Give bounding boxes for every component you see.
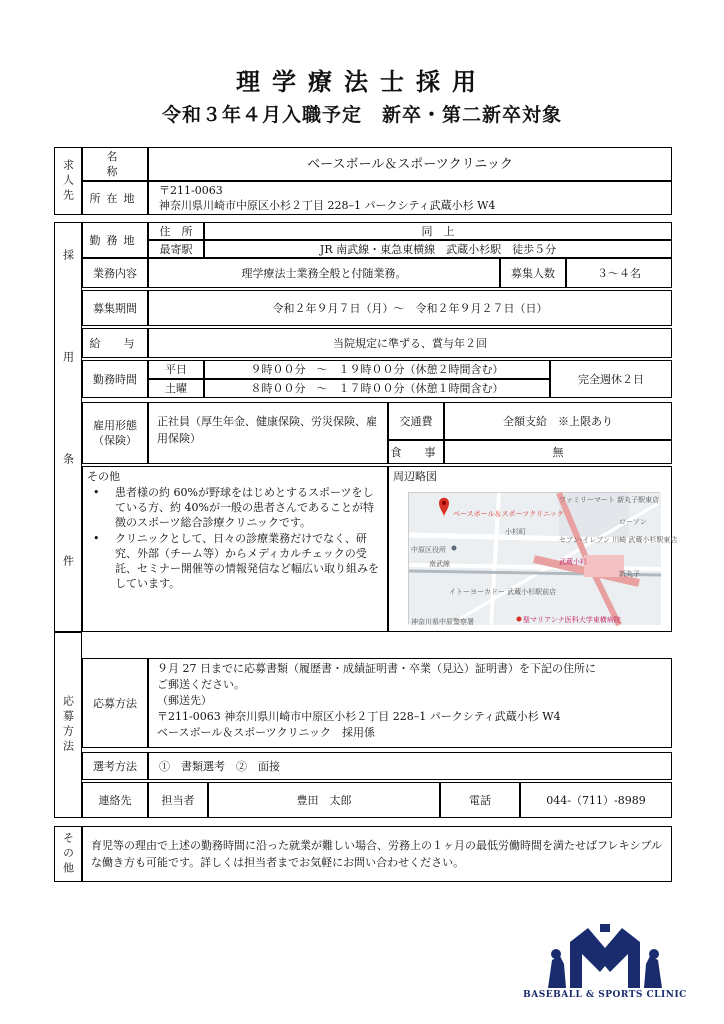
note-item: • クリニックとして、日々の診療業務だけでなく、研究、外部（チーム等）からメディカルチェックの受託、セミナー開催等の情報発信など幅広い取り組みをしています。 <box>87 531 383 591</box>
phone-label: 電話 <box>440 782 520 818</box>
method-cell <box>148 658 672 748</box>
map-lawson-label: ローソン <box>619 518 647 526</box>
salary-value: 当院規定に準ずる、賞与年２回 <box>148 328 672 358</box>
map-police-label: 中原警察署 <box>439 618 474 626</box>
selection-value: ① 書類選考 ② 面接 <box>148 752 672 780</box>
map-itoyokado-label: イトーヨーカドー 武蔵小杉駅前店 <box>449 588 557 596</box>
logo-text: BASEBALL & SPORTS CLINIC <box>523 990 687 1000</box>
address-label: 所在地 <box>82 181 148 215</box>
meal-value: 無 <box>444 440 672 464</box>
section-saiyo-joken: 採 用 条 件 <box>54 222 82 632</box>
map-hospital-label: 聖マリアンナ医科大学東横病院 <box>523 616 621 624</box>
person-value: 豊田 太郎 <box>208 782 440 818</box>
hours-label: 勤務時間 <box>82 360 148 398</box>
map-cityoffice-label: 中原区役所 <box>411 546 446 554</box>
station-label: 最寄駅 <box>148 240 204 258</box>
map-label: 周辺略図 <box>393 470 437 483</box>
page-subtitle: 令和３年４月入職予定 新卒・第二新卒対象 <box>161 104 562 126</box>
employment-label: 雇用形態（保険） <box>82 402 148 464</box>
transport-label: 交通費 <box>388 402 444 440</box>
postal-code: 〒211-0063 <box>159 184 223 197</box>
section-oubo: 応募方法 <box>54 632 82 818</box>
address-cell <box>148 181 672 215</box>
method-label: 応募方法 <box>82 658 148 748</box>
other-text: 育児等の理由で上述の勤務時間に沿った就業が難しい場合、労務上の１ヶ月の最低労働時間を満たせばフレキシブルな働き方も可能です。詳しくは担当者までお気軽にお問い合わせください。 <box>82 826 672 882</box>
method-line1: ９月 27 日までに応募書類（履歴書・成績証明書・卒業（見込）証明書）を下記の住所に <box>157 662 596 675</box>
map-familymart-label: ファミリーマート 新丸子駅東店 <box>559 496 660 504</box>
weekday-label: 平日 <box>148 360 204 379</box>
period-value: 令和２年９月７日（月）～ 令和２年９月２７日（日） <box>148 290 672 326</box>
headcount-value: ３～４名 <box>566 258 672 288</box>
map-kosugi-label: 小杉町 <box>505 528 526 536</box>
name-label: 名 称 <box>82 147 148 181</box>
contact-label: 連絡先 <box>82 782 148 818</box>
duties-label: 業務内容 <box>82 258 148 288</box>
employment-value: 正社員（厚生年金、健康保険、労災保険、雇用保険） <box>148 402 388 464</box>
note-item: • 患者様の約 60%が野球をはじめとするスポーツをしている方、約 40%が一般の患者さんであることが特徴のスポーツ総合診療クリニックです。 <box>87 485 383 530</box>
map-nambu-label: 南武線 <box>429 560 450 568</box>
station-value: JR 南武線・東急東横線 武蔵小杉駅 徒歩５分 <box>204 240 672 258</box>
holiday-value: 完全週休２日 <box>550 360 672 398</box>
map-seven-label: セブン-イレブン 川崎 武蔵小杉駅東店 <box>559 536 678 544</box>
section-sonota: その他 <box>54 826 82 882</box>
period-label: 募集期間 <box>82 290 148 326</box>
salary-label: 給 与 <box>82 328 148 358</box>
addr-value: 同 上 <box>204 222 672 240</box>
weekday-value: ９時００分 ～ １９時００分（休憩２時間含む） <box>204 360 550 379</box>
method-line3: （郵送先） <box>157 694 212 707</box>
page-title: 理学療法士採用 <box>236 67 488 96</box>
map-prefecture-label: 神奈川県 <box>411 618 439 626</box>
other-notes-cell <box>82 466 388 632</box>
method-line5: ベースボール＆スポーツクリニック 採用係 <box>157 726 376 739</box>
saturday-value: ８時００分 ～ １７時００分（休憩１時間含む） <box>204 379 550 398</box>
headcount-label: 募集人数 <box>500 258 566 288</box>
saturday-label: 土曜 <box>148 379 204 398</box>
address-text: 神奈川県川崎市中原区小杉２丁目 228–1 パークシティ武蔵小杉 W4 <box>159 199 496 212</box>
area-map[interactable] <box>408 492 678 626</box>
map-shinmaruko-label: 新丸子 <box>619 570 640 578</box>
meal-label: 食 事 <box>388 440 444 464</box>
section-kyujinsha: 求人先 <box>54 147 82 215</box>
method-line2: ご郵送ください。 <box>157 678 245 691</box>
other-label: その他 <box>87 470 120 483</box>
phone-value: 044-（711）-8989 <box>520 782 672 818</box>
transport-value: 全額支給 ※上限あり <box>444 402 672 440</box>
map-station-label: 武蔵小杉 <box>559 558 587 566</box>
clinic-logo-icon <box>540 920 670 990</box>
selection-label: 選考方法 <box>82 752 148 780</box>
workplace-label: 勤務地 <box>82 222 148 258</box>
duties-value: 理学療法士業務全般と付随業務。 <box>148 258 500 288</box>
addr-label: 住 所 <box>148 222 204 240</box>
person-label: 担当者 <box>148 782 208 818</box>
method-line4: 〒211-0063 神奈川県川崎市中原区小杉２丁目 228–1 パークシティ武蔵小杉 W4 <box>157 710 561 723</box>
clinic-name: ベースボール＆スポーツクリニック <box>148 147 672 181</box>
map-clinic-label: ベースボール＆スポーツクリニック <box>453 510 564 518</box>
notes-list <box>87 485 383 591</box>
